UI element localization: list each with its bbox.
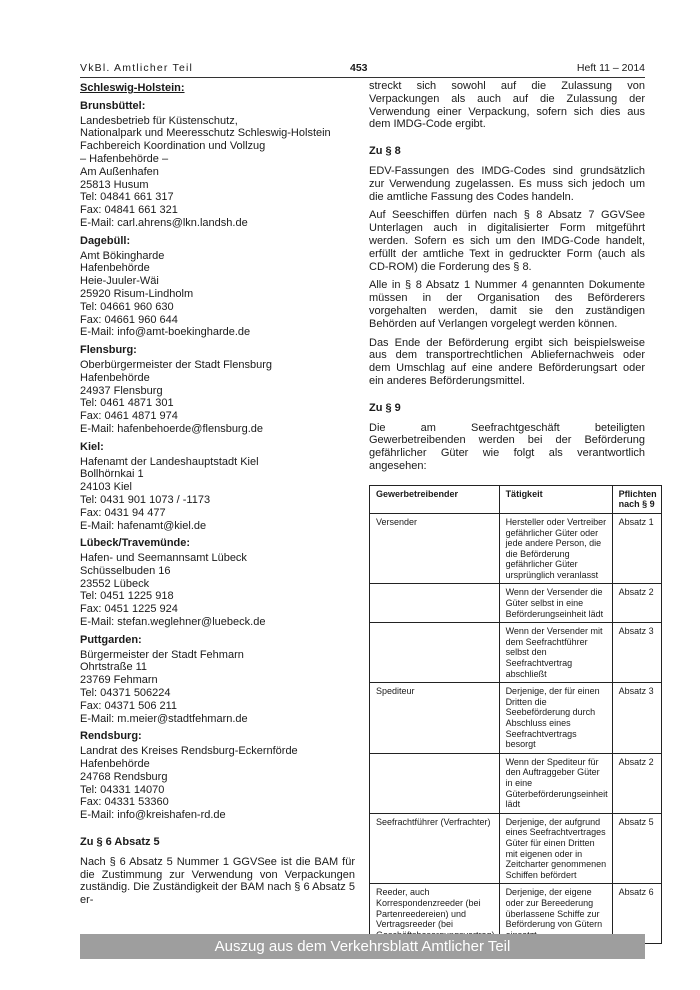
address-line: Nationalpark und Meeresschutz Schleswig-Holstein xyxy=(80,127,331,140)
address-line: E-Mail: info@kreishafen-rd.de xyxy=(80,809,226,822)
address-line: Tel: 0461 4871 301 xyxy=(80,397,174,410)
address-line: Hafenbehörde xyxy=(80,371,150,384)
address-line: Ohrtstraße 11 xyxy=(80,661,148,674)
address-line: Am Außenhafen xyxy=(80,165,159,178)
right-column xyxy=(369,80,657,944)
page-number: 453 xyxy=(350,62,368,74)
state-heading: Schleswig-Holstein: xyxy=(80,82,185,94)
address-line: 25920 Risum-Lindholm xyxy=(80,287,194,300)
address-line: 24937 Flensburg xyxy=(80,384,163,397)
cell-duty: Absatz 2 xyxy=(612,584,661,623)
cell-duty: Absatz 1 xyxy=(612,513,661,584)
table-row xyxy=(370,813,662,884)
footer-banner: Auszug aus dem Verkehrsblatt Amtlicher Teil xyxy=(80,934,645,959)
table-row xyxy=(370,623,662,683)
address-line: 25813 Husum xyxy=(80,178,149,191)
address-line: 24103 Kiel xyxy=(80,481,132,494)
cell-activity: Wenn der Versender die Güter selbst in eine Beförderungseinheit lädt xyxy=(499,584,612,623)
continuation-text: streckt sich sowohl auf die Zulassung von Verpackungen als auch auf die Zulassung der Verwendung einer Verpackung, sofern sich dies aus dem IMDG-Code ergibt. xyxy=(369,80,645,131)
cell-duty: Absatz 5 xyxy=(612,813,661,884)
address-line: Tel: 04371 506224 xyxy=(80,687,171,700)
cell-party xyxy=(370,753,500,813)
section-8-paragraph: Das Ende der Beförderung ergibt sich beispielsweise aus dem transportrechtlichen Abliefernachweis oder dem Umschlag auf eine andere Beförderungsart oder ein anderes Beförderungsmittel. xyxy=(369,336,645,387)
section-9-heading: Zu § 9 xyxy=(369,401,401,414)
address-line: Tel: 0451 1225 918 xyxy=(80,590,174,603)
address-line: Hafenbehörde xyxy=(80,758,150,771)
address-line: E-Mail: stefan.weglehner@luebeck.de xyxy=(80,616,266,629)
cell-activity: Derjenige, der eigene oder zur Bereederung überlassene Schiffe zur Beförderung von Gütern xyxy=(499,884,612,944)
address-line: Schüsselbuden 16 xyxy=(80,564,171,577)
address-line: Hafenamt der Landeshauptstadt Kiel xyxy=(80,455,259,468)
city-heading: Kiel: xyxy=(80,440,104,453)
address-line: 24768 Rendsburg xyxy=(80,770,168,783)
authority-list xyxy=(80,100,355,822)
address-line: Tel: 04661 960 630 xyxy=(80,300,174,313)
address-line: Bollhörnkai 1 xyxy=(80,468,144,481)
address-line: Bürgermeister der Stadt Fehmarn xyxy=(80,648,244,661)
cell-party: Reeder, auch Korrespondenzreeder (bei Partenreedereien) und Vertragsreeder (bei xyxy=(370,884,500,944)
address-block xyxy=(80,552,355,629)
cell-duty: Absatz 6 xyxy=(612,884,661,944)
cell-party xyxy=(370,584,500,623)
address-line: 23769 Fehmarn xyxy=(80,674,158,687)
section-6-text: Nach § 6 Absatz 5 Nummer 1 GGVSee ist die BAM für die Zustimmung zur Verwendung von Verpackungen zuständig. Die Zuständigkeit der BAM nach § 6 Absatz 5 er- xyxy=(80,855,355,907)
address-line: Fachbereich Koordination und Vollzug xyxy=(80,140,266,153)
address-line: E-Mail: carl.ahrens@lkn.landsh.de xyxy=(80,216,248,229)
section-8-body xyxy=(369,165,645,388)
address-block xyxy=(80,456,355,533)
col-header-duty: Pflichten nach § 9 xyxy=(612,485,661,513)
address-line: Tel: 04331 14070 xyxy=(80,783,165,796)
city-heading: Rendsburg: xyxy=(80,730,142,743)
cell-party: Spediteur xyxy=(370,683,500,754)
cell-activity: Wenn der Spediteur für den Auftraggeber Güter in eine Güterbeförderungseinheit lädt xyxy=(499,753,612,813)
address-line: Hafenbehörde xyxy=(80,262,150,275)
cell-duty: Absatz 3 xyxy=(612,623,661,683)
journal-title: VkBl. Amtlicher Teil xyxy=(80,62,194,74)
address-line: Tel: 0431 901 1073 / -1173 xyxy=(80,493,211,506)
table-row xyxy=(370,753,662,813)
address-line: Fax: 0431 94 477 xyxy=(80,506,166,519)
address-line: Landrat des Kreises Rendsburg-Eckernförde xyxy=(80,745,298,758)
address-line: Fax: 04661 960 644 xyxy=(80,313,178,326)
address-block xyxy=(80,250,355,340)
city-heading: Brunsbüttel: xyxy=(80,99,146,112)
section-6-heading: Zu § 6 Absatz 5 xyxy=(80,836,160,849)
address-line: E-Mail: m.meier@stadtfehmarn.de xyxy=(80,712,248,725)
cell-activity: Derjenige, der für einen Dritten die Seebeförderung durch Abschluss eines Seefrachtvertrags besorgt xyxy=(499,683,612,754)
city-heading: Dagebüll: xyxy=(80,234,131,247)
address-block xyxy=(80,745,355,822)
cell-party: Seefrachtführer (Verfrachter) xyxy=(370,813,500,884)
address-block xyxy=(80,649,355,726)
section-8-paragraph: Auf Seeschiffen dürfen nach § 8 Absatz 7 GGVSee Unterlagen auch in digitalisierter Form mitgeführt werden. Sofern es sich um den IMDG-Code handelt, erfüllt der amtliche Text in gedruckter Form (auch als CD-ROM) die Forderung des § 8. xyxy=(369,209,645,273)
address-line: Heie-Juuler-Wäi xyxy=(80,275,159,288)
cell-duty: Absatz 3 xyxy=(612,683,661,754)
address-line: – Hafenbehörde – xyxy=(80,152,169,165)
cell-party: Versender xyxy=(370,513,500,584)
cell-activity: Wenn der Versender mit dem Seefrachtführer selbst den Seefrachtvertrag abschließt xyxy=(499,623,612,683)
section-8-paragraph: Alle in § 8 Absatz 1 Nummer 4 genannten Dokumente müssen in der Organisation des Beförderers vorgehalten werden, damit sie den zuständigen Behörden auf Verlangen vorgelegt werden können. xyxy=(369,279,645,330)
address-line: Fax: 0451 1225 924 xyxy=(80,603,178,616)
header-rule xyxy=(80,77,645,78)
col-header-activity: Tätigkeit xyxy=(499,485,612,513)
col-header-party: Gewerbetreibender xyxy=(370,485,500,513)
address-line: E-Mail: info@amt-boekingharde.de xyxy=(80,326,251,339)
responsibility-table xyxy=(369,485,662,945)
table-row xyxy=(370,584,662,623)
address-line: Landesbetrieb für Küstenschutz, xyxy=(80,114,238,127)
address-line: Amt Bökingharde xyxy=(80,249,165,262)
cell-party xyxy=(370,623,500,683)
address-line: Hafen- und Seemannsamt Lübeck xyxy=(80,552,247,565)
city-heading: Lübeck/Travemünde: xyxy=(80,537,191,550)
address-line: Fax: 04331 53360 xyxy=(80,796,169,809)
address-line: Fax: 04371 506 211 xyxy=(80,699,178,712)
address-line: Oberbürgermeister der Stadt Flensburg xyxy=(80,358,272,371)
cell-activity: Derjenige, der aufgrund eines Seefrachtvertrages Güter für einen Dritten mit eigenen oder in Zeitcharter genommenen Schiffen befördert xyxy=(499,813,612,884)
cell-duty: Absatz 2 xyxy=(612,753,661,813)
address-block xyxy=(80,359,355,436)
address-line: Fax: 04841 661 321 xyxy=(80,204,178,217)
table-row xyxy=(370,683,662,754)
table-header-row xyxy=(370,485,662,513)
table-row xyxy=(370,513,662,584)
section-8-paragraph: EDV-Fassungen des IMDG-Codes sind grundsätzlich zur Verwendung zugelassen. Es muss sich jedoch um die amtliche Fassung des Codes handeln. xyxy=(369,164,645,203)
section-8-heading: Zu § 8 xyxy=(369,145,401,158)
address-line: E-Mail: hafenbehoerde@flensburg.de xyxy=(80,422,264,435)
left-column xyxy=(80,80,355,913)
city-heading: Puttgarden: xyxy=(80,633,142,646)
section-9-intro: Die am Seefrachtgeschäft beteiligten Gewerbetreibenden werden bei der Beförderung gefährlicher Güter wie folgt als verantwortlich angesehen: xyxy=(369,421,645,472)
page-header xyxy=(80,62,645,78)
address-line: 23552 Lübeck xyxy=(80,577,150,590)
address-line: Tel: 04841 661 317 xyxy=(80,191,174,204)
city-heading: Flensburg: xyxy=(80,344,137,357)
address-block xyxy=(80,115,355,230)
cell-activity: Hersteller oder Vertreiber gefährlicher Güter oder jede andere Person, die die Beförderung gefährlicher Güter ursprünglich veranlasst xyxy=(499,513,612,584)
address-line: E-Mail: hafenamt@kiel.de xyxy=(80,519,207,532)
address-line: Fax: 0461 4871 974 xyxy=(80,410,178,423)
issue-label: Heft 11 – 2014 xyxy=(576,62,645,74)
